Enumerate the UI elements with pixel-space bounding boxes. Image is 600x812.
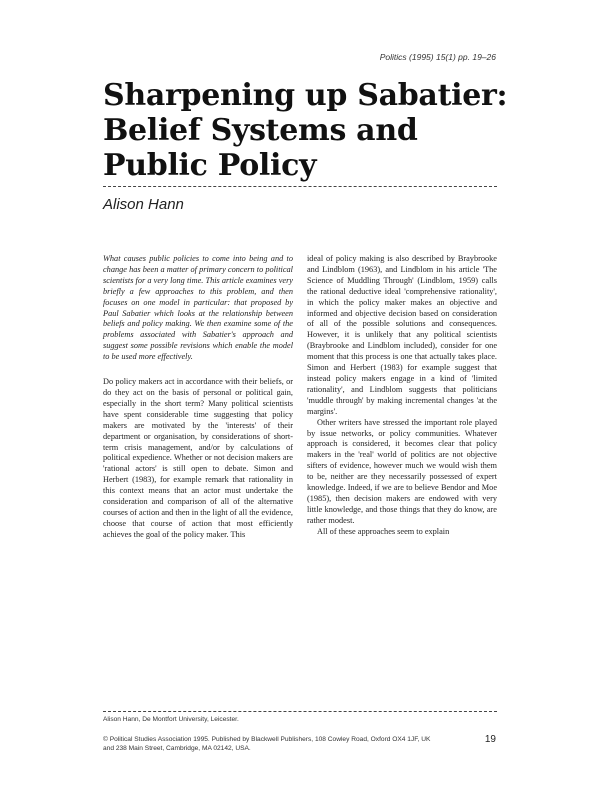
author-name: Alison Hann [103,196,184,213]
abstract: What causes public policies to come into being and to change has been a matter of primary concern to political scientists for a very long time. This article examines very briefly a few approaches to this problem, and then focuses on one model in particular: that proposed by Paul Sabatier which looks at the relationship between beliefs and policy making. We then examine some of the problems associated with Sabatier's approach and suggest some possible revisions which enable the model to be used more effectively. [103,254,293,362]
body-paragraph: Do policy makers act in accordance with their beliefs, or do they act on the basis of personal or political gain, especially in the short term? Many political scientists have spent considerable time suggesting that policy makers are motivated by the 'interests' of their department or organisation, by considerations of short-term crisis management, and/or by calculations of political expedience. Whether or not decision makers are 'rational actors' is still open to debate. Simon and Herbert (1983), for example remark that rationality in this context means that an actor must undertake the consideration and comparison of all of the alternative courses of action and then in the light of all the evidence, choose that course of action that most efficiently achieves the goal of the policy maker. This [103,377,293,539]
right-column [307,254,497,538]
left-column [103,254,293,541]
body-paragraph: ideal of policy making is also described by Braybrooke and Lindblom (1963), and Lindblom in his article 'The Science of Muddling Through' (Lindblom, 1959) calls the rational deductive ideal 'comprehensive rationality', in which the policy maker makes an objective and informed and objective decision based on consideration of all of the possible solutions and consequences. However, it is unlikely that any political scientists (Braybrooke and Lindblom included), consider for one moment that this process is one that actually takes place. Simon and Herbert (1983) for example suggest that instead policy makers engage in a kind of 'limited rationality', and Lindblom suggests that politicians 'muddle through' by making incremental changes 'at the margins'. [307,254,497,416]
footnote-rule [103,711,497,712]
page-number: 19 [484,734,496,745]
title-rule [103,186,497,187]
publisher-notice: © Political Studies Association 1995. Published by Blackwell Publishers, 108 Cowley Road, Oxford OX4 1JF, UK and 238 Main Street, Cambridge, MA 02142, USA. [103,736,431,752]
running-head: Politics (1995) 15(1) pp. 19–26 [379,52,496,62]
body-paragraph: Other writers have stressed the important role played by issue networks, or policy communities. Whatever approach is considered, it becomes clear that policy makers in the 'real' world of politics are not objective sifters of evidence, however much we would wish them to be, neither are they necessarily possessed of expert knowledge. Indeed, if we are to believe Bendor and Moe (1985), then decision makers are endowed with very little knowledge, and those things that they do know, are rather modest. [307,417,497,525]
article-title: Sharpening up Sabatier: Belief Systems and Public Policy [103,78,508,183]
author-affiliation: Alison Hann, De Montfort University, Leicester. [103,716,239,723]
body-paragraph: All of these approaches seem to explain [317,526,450,536]
